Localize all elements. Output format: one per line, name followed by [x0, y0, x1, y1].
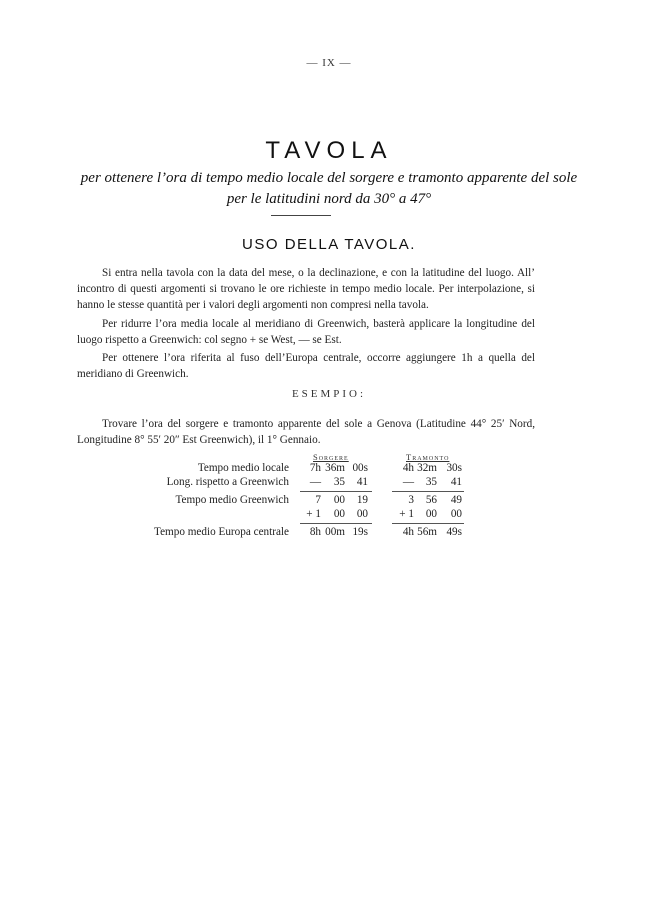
- section-heading: USO DELLA TAVOLA.: [242, 236, 416, 253]
- subtitle-line-2: per le latitudini nord da 30° a 47°: [226, 191, 432, 207]
- sum-line: [392, 523, 464, 524]
- table-cell: + 1: [306, 508, 321, 520]
- table-cell: 19: [356, 494, 368, 506]
- row-label-tempo-medio-locale: Tempo medio locale: [197, 462, 289, 474]
- row-label-tempo-medio-europa: Tempo medio Europa centrale: [154, 526, 289, 538]
- table-cell: 7: [315, 494, 321, 506]
- paragraph-3: Per ottenere l’ora riferita al fuso dell’Europa centrale, occorre aggiungere 1h a quella del meridiano di Greenwich.: [77, 352, 535, 380]
- column-header-tramonto: Tramonto: [406, 452, 450, 462]
- example-heading: ESEMPIO:: [291, 388, 367, 400]
- page-title: TAVOLA: [265, 137, 393, 164]
- table-cell: —: [309, 476, 321, 488]
- table-cell: 8h: [309, 526, 321, 538]
- table-cell: + 1: [399, 508, 414, 520]
- table-cell: 49s: [446, 526, 462, 538]
- table-cell: 30s: [446, 462, 462, 474]
- table-cell: 00: [333, 494, 345, 506]
- table-cell: 4h: [402, 526, 414, 538]
- table-cell: 35: [333, 476, 345, 488]
- row-label-tempo-medio-greenwich: Tempo medio Greenwich: [175, 494, 289, 506]
- title-divider: [271, 215, 331, 216]
- table-cell: 00: [356, 508, 368, 520]
- table-cell: 00: [425, 508, 437, 520]
- row-label-long-rispetto: Long. rispetto a Greenwich: [166, 476, 289, 488]
- sum-line: [300, 523, 372, 524]
- sum-line: [392, 491, 464, 492]
- sum-line: [300, 491, 372, 492]
- table-cell: 41: [356, 476, 368, 488]
- paragraph-2: Per ridurre l’ora media locale al meridiano di Greenwich, basterà applicare la longitudine del luogo rispetto a Greenwich: col segno + se West, — se Est.: [77, 318, 535, 346]
- column-header-sorgere: Sorgere: [313, 452, 349, 462]
- table-cell: 00s: [352, 462, 368, 474]
- table-cell: 19s: [352, 526, 368, 538]
- paragraph-1: Si entra nella tavola con la data del mese, o la declinazione, e con la latitudine del luogo. All’ incontro di questi argomenti si trovano le ore richieste in tempo medio locale. Per interpolazione, si hanno le stesse quantità per i valori degli argomenti non compresi nella tavola.: [77, 267, 535, 311]
- table-cell: 56: [425, 494, 437, 506]
- table-cell: 00: [333, 508, 345, 520]
- page-number: — IX —: [306, 57, 352, 69]
- table-cell: 49: [450, 494, 462, 506]
- example-text: Trovare l’ora del sorgere e tramonto apparente del sole a Genova (Latitudine 44° 25′ Nord, Longitudine 8° 55′ 20″ Est Greenwich), il 1° Gennaio.: [77, 418, 535, 446]
- subtitle-line-1: per ottenere l’ora di tempo medio locale del sorgere e tramonto apparente del sole: [80, 170, 578, 186]
- table-cell: 4h: [402, 462, 414, 474]
- table-cell: 7h: [309, 462, 321, 474]
- table-cell: 3: [408, 494, 414, 506]
- table-cell: 36m: [325, 462, 345, 474]
- table-cell: 41: [450, 476, 462, 488]
- table-cell: 56m: [417, 526, 437, 538]
- table-cell: 00: [450, 508, 462, 520]
- table-cell: 00m: [325, 526, 345, 538]
- table-cell: 32m: [417, 462, 437, 474]
- table-cell: —: [402, 476, 414, 488]
- table-cell: 35: [425, 476, 437, 488]
